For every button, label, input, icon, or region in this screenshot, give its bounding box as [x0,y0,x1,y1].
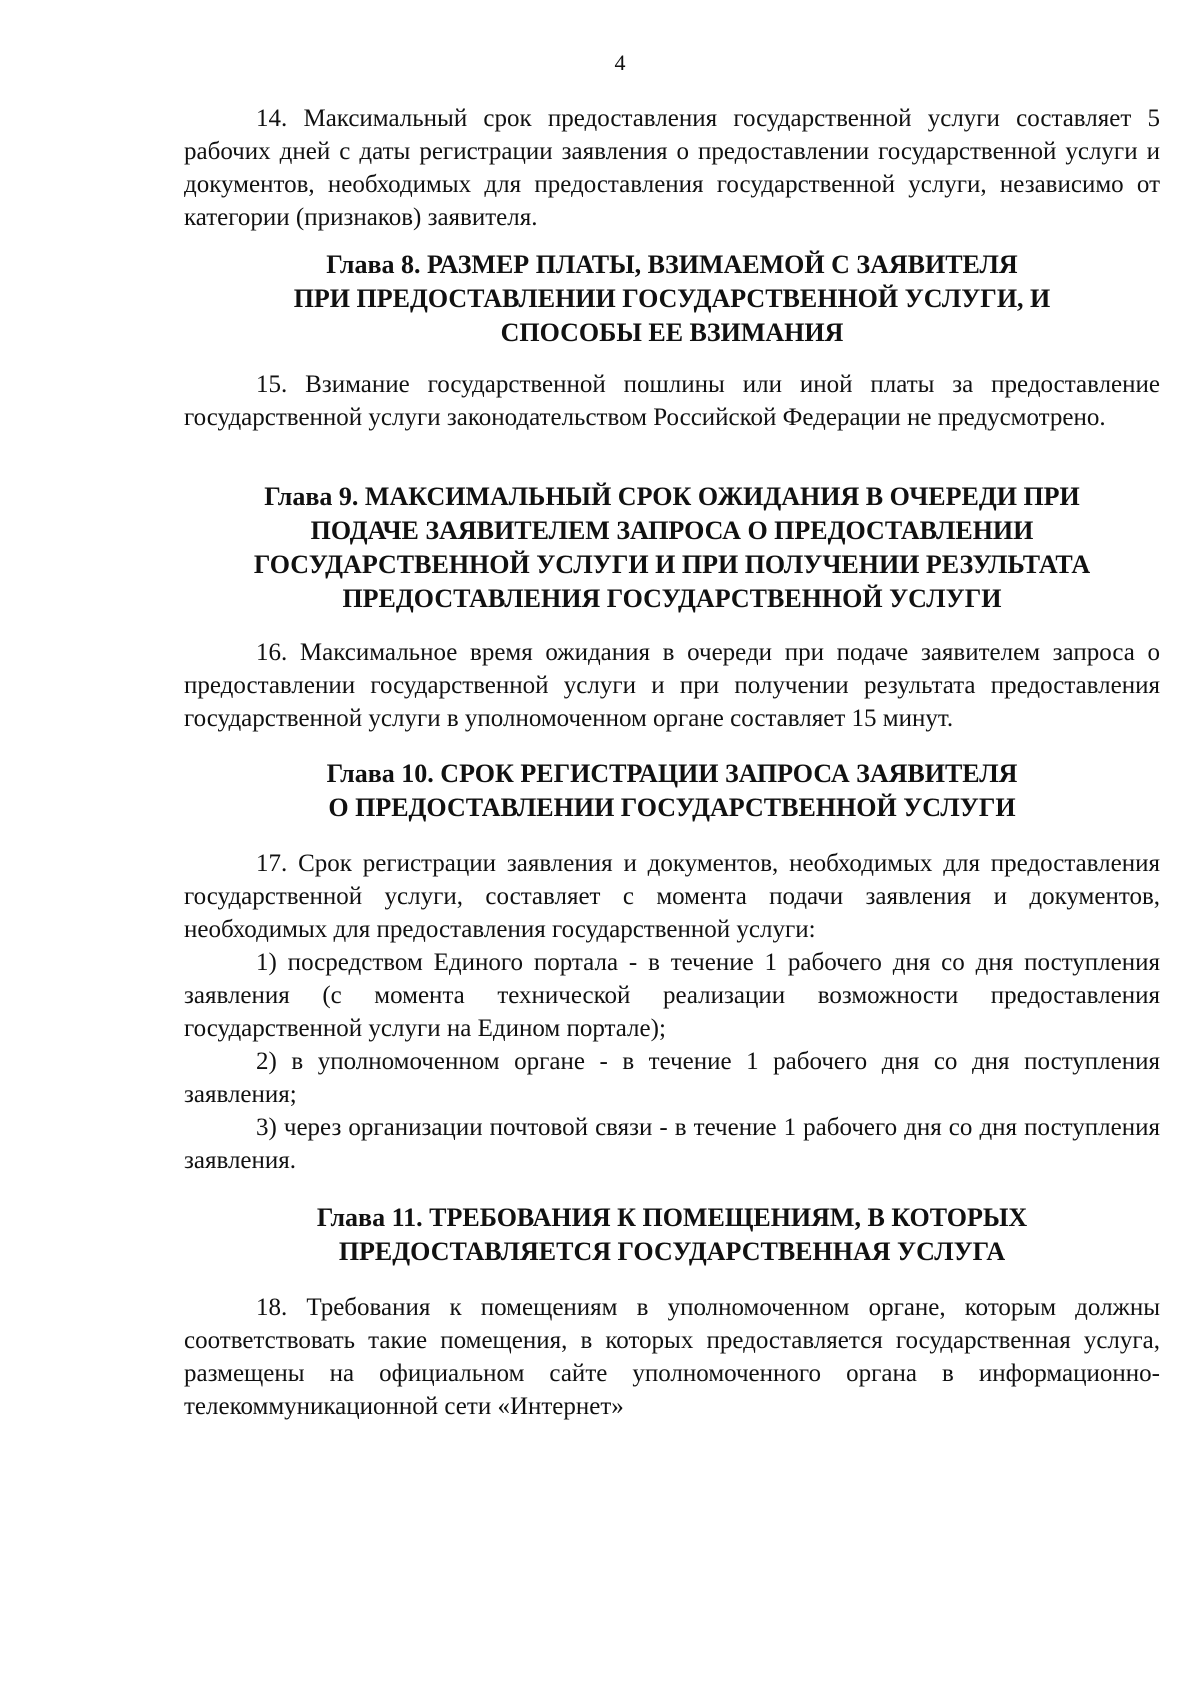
chapter-11-heading [184,1201,1160,1269]
heading-line: Глава 10. СРОК РЕГИСТРАЦИИ ЗАПРОСА ЗАЯВИТЕЛЯ [326,759,1018,788]
paragraph-15: 15. Взимание государственной пошлины или иной платы за предоставление государственной услуги законодательством Российской Федерации не предусмотрено. [184,371,1160,431]
heading-line: Глава 8. РАЗМЕР ПЛАТЫ, ВЗИМАЕМОЙ С ЗАЯВИТЕЛЯ [326,250,1018,279]
chapter-9-heading [184,480,1160,616]
paragraph-17-intro: 17. Срок регистрации заявления и документов, необходимых для предоставления государственной услуги, составляет с момента подачи заявления и документов, необходимых для предоставления государственной услуги: [184,850,1160,943]
paragraph-18: 18. Требования к помещениям в уполномоченном органе, которым должны соответствовать такие помещения, в которых предоставляется государственная услуга, размещены на официальном сайте уполномоченного органа в информационно-телекоммуникационной сети «Интернет» [184,1294,1160,1420]
chapter-10-heading [184,757,1160,825]
heading-line: Глава 11. ТРЕБОВАНИЯ К ПОМЕЩЕНИЯМ, В КОТОРЫХ [316,1203,1028,1232]
paragraph-16: 16. Максимальное время ожидания в очереди при подаче заявителем запроса о предоставлении государственной услуги и при получении результата предоставления государственной услуги в уполномоченном органе составляет 15 минут. [184,639,1160,732]
chapter-8-heading [184,248,1160,350]
document-body [184,100,1160,1423]
heading-line: Глава 9. МАКСИМАЛЬНЫЙ СРОК ОЖИДАНИЯ В ОЧЕРЕДИ ПРИ [264,482,1080,511]
heading-line: СПОСОБЫ ЕЕ ВЗИМАНИЯ [500,318,844,347]
heading-line: ПРЕДОСТАВЛЯЕТСЯ ГОСУДАРСТВЕННАЯ УСЛУГА [338,1237,1006,1266]
paragraph-17-item: 3) через организации почтовой связи - в течение 1 рабочего дня со дня поступления заявления. [184,1114,1160,1174]
heading-line: ПРЕДОСТАВЛЕНИЯ ГОСУДАРСТВЕННОЙ УСЛУГИ [342,584,1002,613]
paragraph-14: 14. Максимальный срок предоставления государственной услуги составляет 5 рабочих дней с даты регистрации заявления о предоставлении государственной услуги и документов, необходимых для предоставления государственной услуги, независимо от категории (признаков) заявителя. [184,105,1160,231]
heading-line: ГОСУДАРСТВЕННОЙ УСЛУГИ И ПРИ ПОЛУЧЕНИИ РЕЗУЛЬТАТА [253,550,1091,579]
page-number: 4 [614,50,626,75]
heading-line: О ПРЕДОСТАВЛЕНИИ ГОСУДАРСТВЕННОЙ УСЛУГИ [328,793,1016,822]
paragraph-17-item: 2) в уполномоченном органе - в течение 1 рабочего дня со дня поступления заявления; [184,1048,1160,1108]
paragraph-17-item: 1) посредством Единого портала - в течение 1 рабочего дня со дня поступления заявления (с момента технической реализации возможности предоставления государственной услуги на Едином портале); [184,949,1160,1042]
heading-line: ПРИ ПРЕДОСТАВЛЕНИИ ГОСУДАРСТВЕННОЙ УСЛУГИ, И [293,284,1051,313]
heading-line: ПОДАЧЕ ЗАЯВИТЕЛЕМ ЗАПРОСА О ПРЕДОСТАВЛЕНИИ [310,516,1034,545]
